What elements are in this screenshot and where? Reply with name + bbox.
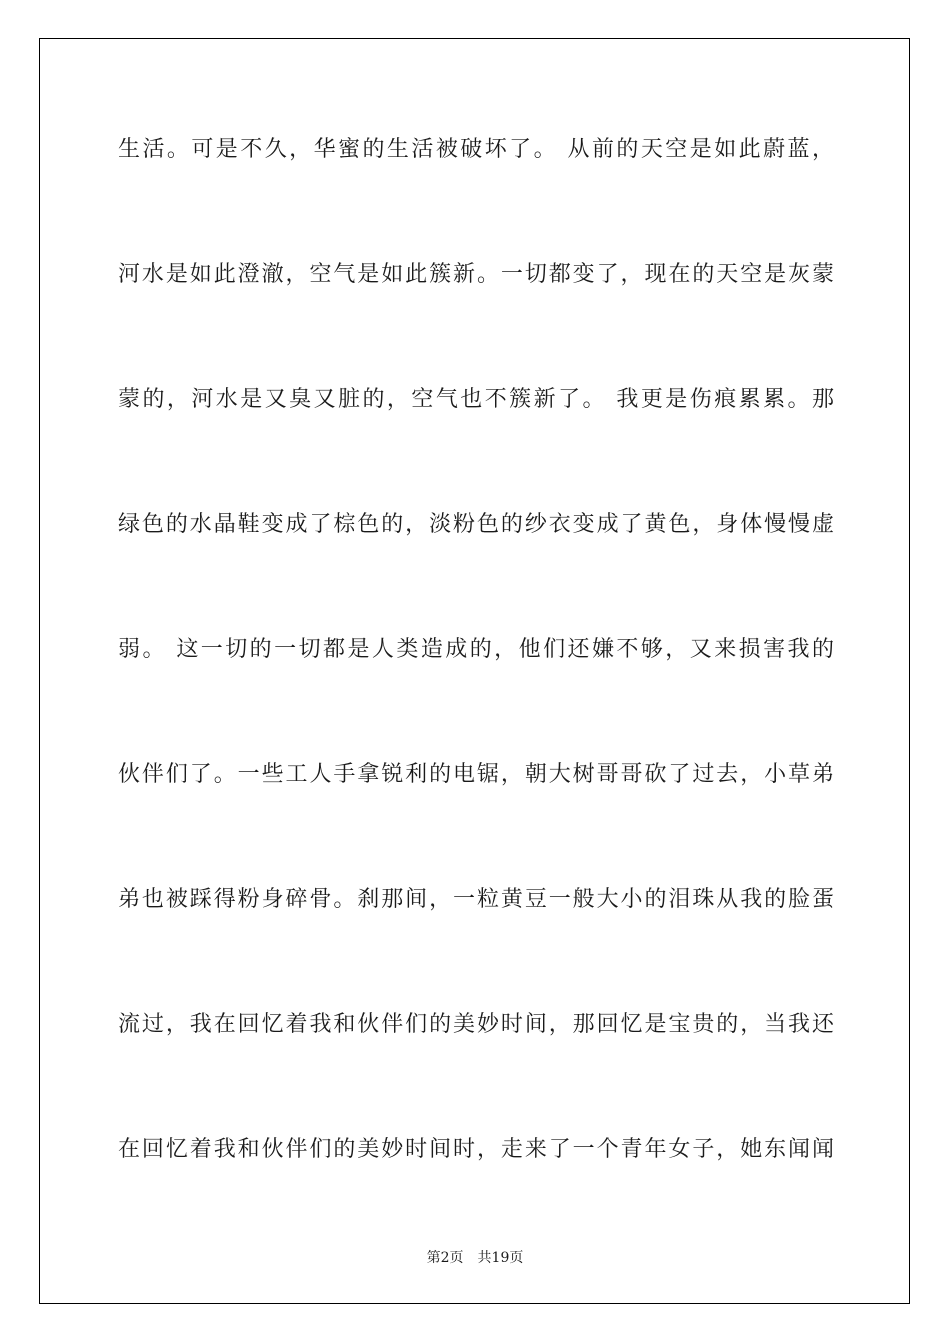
text-line: 弱。 这一切的一切都是人类造成的，他们还嫌不够，又来损害我的	[118, 637, 834, 662]
text-line: 伙伴们了。一些工人手拿锐利的电锯，朝大树哥哥砍了过去，小草弟	[118, 762, 834, 787]
text-line: 河水是如此澄澈，空气是如此簇新。一切都变了，现在的天空是灰蒙	[118, 262, 834, 287]
body-text	[118, 125, 834, 1250]
text-line: 绿色的水晶鞋变成了棕色的，淡粉色的纱衣变成了黄色，身体慢慢虚	[118, 512, 834, 537]
text-line: 生活。可是不久，华蜜的生活被破坏了。 从前的天空是如此蔚蓝，	[118, 137, 834, 162]
text-line: 在回忆着我和伙伴们的美妙时间时，走来了一个青年女子，她东闻闻	[118, 1137, 834, 1162]
text-line: 弟也被踩得粉身碎骨。刹那间，一粒黄豆一般大小的泪珠从我的脸蛋	[118, 887, 834, 912]
text-line: 流过，我在回忆着我和伙伴们的美妙时间，那回忆是宝贵的，当我还	[118, 1012, 834, 1037]
page-number: 第2页	[426, 1250, 464, 1266]
page-footer	[0, 1247, 950, 1267]
page-total: 共19页	[477, 1250, 524, 1266]
text-line: 蒙的，河水是又臭又脏的，空气也不簇新了。 我更是伤痕累累。那	[118, 387, 834, 412]
